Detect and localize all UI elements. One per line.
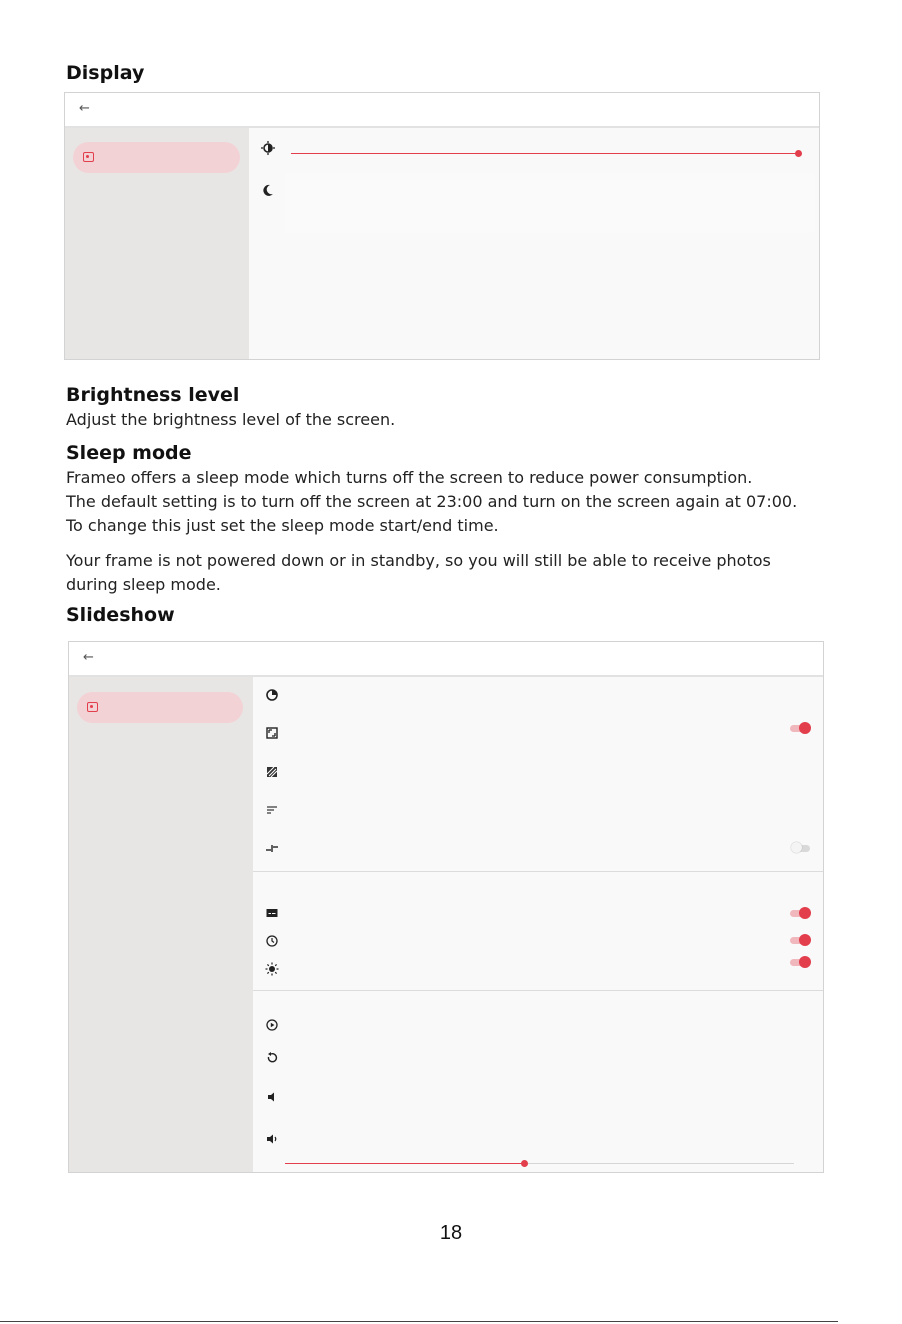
section-heading-display: Display xyxy=(66,62,145,84)
fullscreen-toggle[interactable] xyxy=(789,721,811,735)
top-bar xyxy=(65,93,819,128)
fullscreen-icon xyxy=(265,726,279,740)
moon-icon xyxy=(261,183,275,197)
slideshow-settings-screenshot xyxy=(68,641,824,1173)
volume-slider-fill xyxy=(285,1163,524,1164)
caption-toggle[interactable] xyxy=(789,906,811,920)
weather-toggle[interactable] xyxy=(789,955,811,969)
volume-slider-thumb[interactable] xyxy=(521,1160,528,1167)
sleep-mode-row[interactable] xyxy=(285,173,815,233)
sleep-note-line-2: during sleep mode. xyxy=(66,575,221,594)
sidebar-item-slideshow[interactable] xyxy=(77,692,243,723)
loop-icon xyxy=(265,1051,279,1065)
caption-icon xyxy=(265,906,279,920)
section-heading-slideshow: Slideshow xyxy=(66,604,175,626)
section-heading-sleep: Sleep mode xyxy=(66,442,192,464)
sleep-note-line-1: Your frame is not powered down or in standby, so you will still be able to receive photos xyxy=(66,551,771,570)
clock-icon xyxy=(265,934,279,948)
sidebar-item-display[interactable] xyxy=(73,142,240,173)
brightness-icon xyxy=(261,141,275,155)
sleep-description-line-2: The default setting is to turn off the screen at 23:00 and turn on the screen again at 07:00. xyxy=(66,492,798,511)
brightness-description: Adjust the brightness level of the screen. xyxy=(66,410,396,429)
shuffle-icon xyxy=(265,841,279,855)
back-arrow-icon[interactable]: ← xyxy=(79,101,90,116)
settings-sidebar xyxy=(69,677,253,1172)
page-number: 18 xyxy=(439,1222,463,1244)
footer-rule xyxy=(0,1321,838,1322)
timer-icon xyxy=(265,688,279,702)
slideshow-icon xyxy=(87,702,98,712)
sleep-description-line-1: Frameo offers a sleep mode which turns off the screen to reduce power consumption. xyxy=(66,468,753,487)
sleep-description-line-3: To change this just set the sleep mode start/end time. xyxy=(66,516,499,535)
shuffle-toggle[interactable] xyxy=(791,841,813,855)
brightness-slider-track[interactable] xyxy=(291,153,799,154)
display-settings-screenshot xyxy=(64,92,820,360)
transition-icon xyxy=(265,765,279,779)
display-icon xyxy=(83,152,94,162)
settings-sidebar xyxy=(65,128,249,359)
volume-high-icon xyxy=(265,1132,279,1146)
clock-toggle[interactable] xyxy=(789,933,811,947)
volume-low-icon xyxy=(265,1090,279,1104)
group-divider xyxy=(253,871,823,872)
weather-icon xyxy=(265,962,279,976)
top-bar xyxy=(69,642,823,677)
group-divider xyxy=(253,990,823,991)
sort-icon xyxy=(265,803,279,817)
section-heading-brightness: Brightness level xyxy=(66,384,240,406)
play-icon xyxy=(265,1018,279,1032)
back-arrow-icon[interactable]: ← xyxy=(83,650,94,665)
brightness-slider-thumb[interactable] xyxy=(795,150,802,157)
